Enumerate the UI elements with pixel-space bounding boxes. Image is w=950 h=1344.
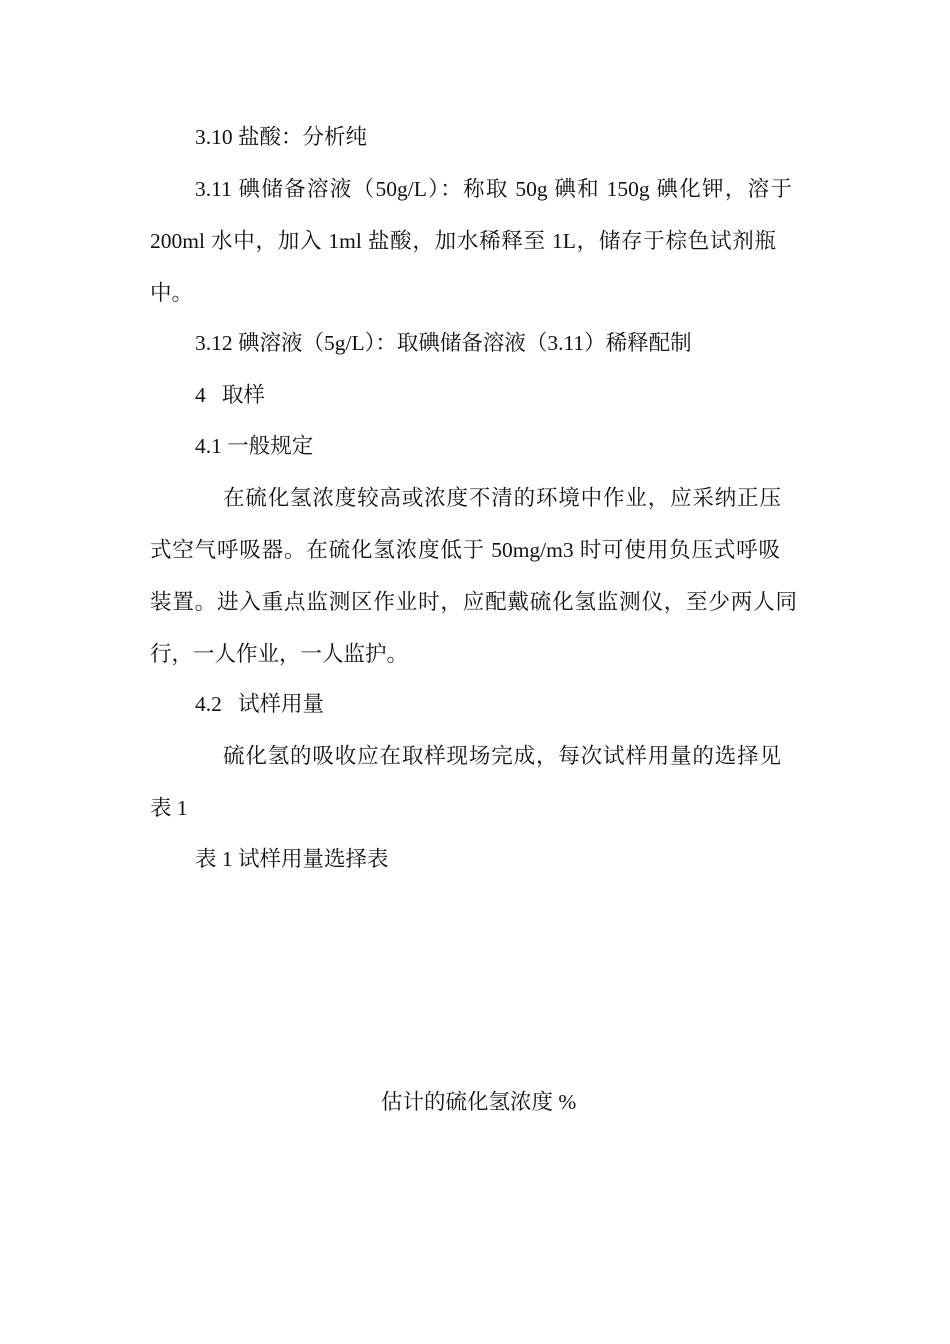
section-4-2-heading: 4.2 试样用量: [195, 692, 325, 716]
section-3-11-line-1: 3.11 碘储备溶液（50g/L）：称取 50g 碘和 150g 碘化钾，溶于: [195, 177, 792, 201]
section-3-10: 3.10 盐酸：分析纯: [195, 125, 368, 149]
section-3-11-line-3: 中。: [150, 281, 194, 305]
section-4-1-para-line-3: 装置。进入重点监测区作业时，应配戴硫化氢监测仪，至少两人同: [150, 590, 797, 614]
section-4-1-para-line-4: 行，一人作业，一人监护。: [150, 642, 409, 666]
table-column-header: 估计的硫化氢浓度 %: [381, 1090, 577, 1114]
section-4-2-para-line-1: 硫化氢的吸收应在取样现场完成，每次试样用量的选择见: [223, 744, 781, 768]
section-3-11-line-2: 200ml 水中，加入 1ml 盐酸，加水稀释至 1L，储存于棕色试剂瓶: [150, 229, 776, 253]
section-4-2-para-line-2: 表 1: [150, 796, 188, 820]
section-4-1-para-line-1: 在硫化氢浓度较高或浓度不清的环境中作业，应采纳正压: [223, 486, 781, 510]
section-4-heading: 4 取样: [195, 383, 265, 407]
section-4-1-para-line-2: 式空气呼吸器。在硫化氢浓度低于 50mg/m3 时可使用负压式呼吸: [150, 538, 780, 562]
table-1-caption: 表 1 试样用量选择表: [195, 847, 389, 871]
section-3-12: 3.12 碘溶液（5g/L）：取碘储备溶液（3.11）稀释配制: [195, 331, 692, 355]
section-4-1-heading: 4.1 一般规定: [195, 434, 314, 458]
